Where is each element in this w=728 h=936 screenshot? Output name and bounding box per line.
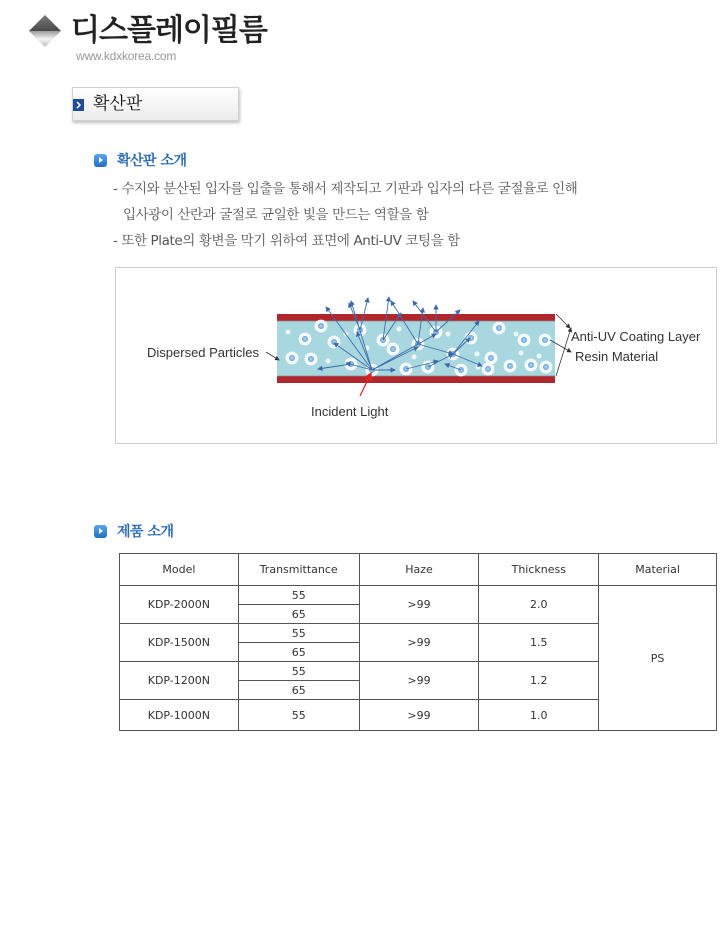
cell-haze: >99 bbox=[359, 624, 479, 662]
table-header-row bbox=[120, 554, 717, 586]
desc-line-1: - 수지와 분산된 입자를 입출을 통해서 제작되고 기판과 입자의 다른 굴절율로 인해 bbox=[113, 181, 578, 197]
play-square-icon bbox=[94, 154, 107, 167]
product-spec-table bbox=[119, 553, 717, 731]
product-heading-text: 제품 소개 bbox=[117, 524, 174, 540]
site-url: www.kdxkorea.com bbox=[76, 49, 177, 63]
cell-thickness: 1.0 bbox=[479, 700, 599, 731]
cell-haze: >99 bbox=[359, 586, 479, 624]
header-model: Model bbox=[120, 554, 239, 586]
cell-thickness: 1.5 bbox=[479, 624, 599, 662]
diffuser-diagram bbox=[115, 267, 717, 444]
cell-thickness: 1.2 bbox=[479, 662, 599, 700]
cell-transmittance: 55 bbox=[238, 662, 359, 681]
cell-transmittance: 55 bbox=[238, 700, 359, 731]
header-haze: Haze bbox=[359, 554, 479, 586]
header-transmittance: Transmittance bbox=[238, 554, 359, 586]
category-label: 확산판 bbox=[93, 94, 143, 114]
intro-heading bbox=[94, 150, 187, 170]
product-heading bbox=[94, 521, 173, 541]
cell-haze: >99 bbox=[359, 700, 479, 731]
site-title: 디스플레이필름 bbox=[71, 13, 267, 48]
chevron-right-icon bbox=[73, 99, 84, 111]
cell-transmittance: 65 bbox=[238, 605, 359, 624]
table-row bbox=[120, 586, 717, 605]
intro-description bbox=[113, 176, 577, 254]
category-tab bbox=[72, 87, 239, 121]
cell-model: KDP-1000N bbox=[120, 700, 239, 731]
cell-model: KDP-2000N bbox=[120, 586, 239, 624]
cell-transmittance: 65 bbox=[238, 681, 359, 700]
label-incident-light: Incident Light bbox=[311, 404, 389, 419]
cell-transmittance: 55 bbox=[238, 624, 359, 643]
cell-transmittance: 55 bbox=[238, 586, 359, 605]
desc-line-3: - 또한 Plate의 황변을 막기 위하여 표면에 Anti-UV 코팅을 함 bbox=[113, 233, 460, 249]
label-dispersed-particles: Dispersed Particles bbox=[147, 345, 259, 360]
cell-transmittance: 65 bbox=[238, 643, 359, 662]
desc-line-2: 입사광이 산란과 굴절로 균일한 빛을 만드는 역할을 함 bbox=[123, 207, 429, 223]
play-square-icon bbox=[94, 525, 107, 538]
header-material: Material bbox=[599, 554, 717, 586]
cell-material: PS bbox=[599, 586, 717, 731]
cell-haze: >99 bbox=[359, 662, 479, 700]
cell-thickness: 2.0 bbox=[479, 586, 599, 624]
intro-heading-text: 확산판 소개 bbox=[117, 153, 187, 169]
label-anti-uv-coating: Anti-UV Coating Layer bbox=[571, 329, 701, 344]
cell-model: KDP-1200N bbox=[120, 662, 239, 700]
logo-diamond-icon bbox=[27, 13, 63, 49]
label-resin-material: Resin Material bbox=[575, 349, 659, 364]
header-thickness: Thickness bbox=[479, 554, 599, 586]
cell-model: KDP-1500N bbox=[120, 624, 239, 662]
